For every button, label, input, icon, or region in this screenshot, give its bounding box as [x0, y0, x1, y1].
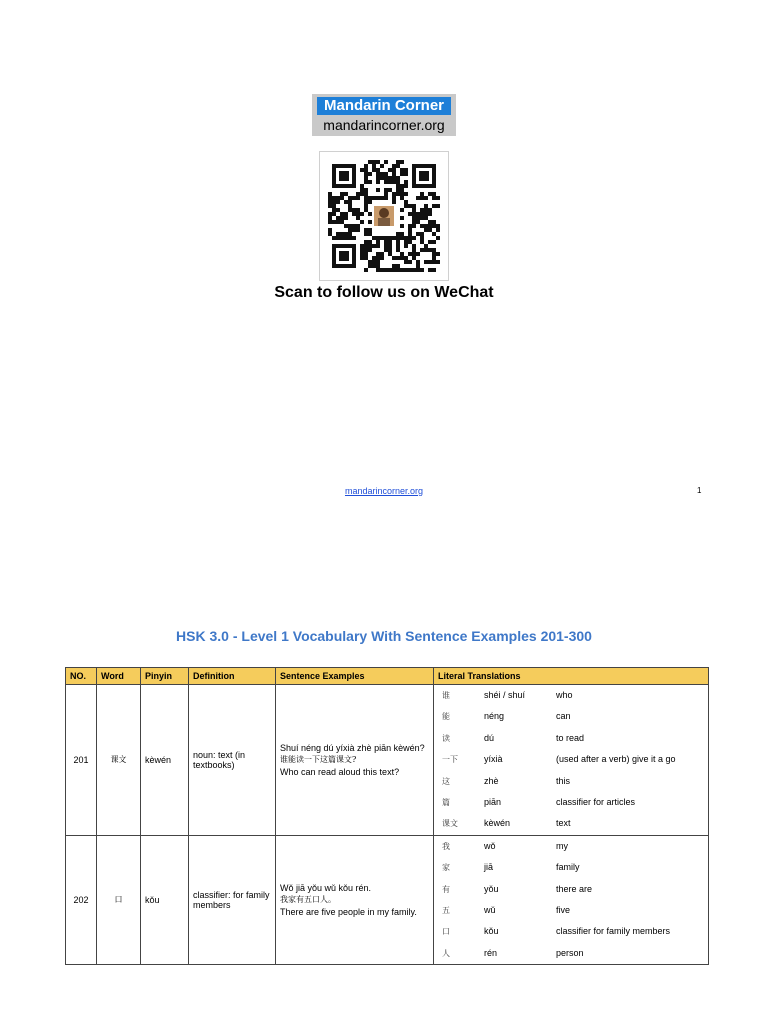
literal-meaning: person — [556, 947, 584, 958]
literal-pinyin: dú — [484, 732, 495, 743]
footer-link[interactable]: mandarincorner.org — [344, 486, 424, 496]
literal-item — [438, 749, 704, 770]
row-pinyin: kǒu — [141, 835, 189, 964]
row-word — [97, 685, 141, 836]
word-text: 课文 — [110, 755, 127, 765]
literal-item — [438, 706, 704, 727]
table-header-row — [66, 668, 709, 685]
literal-word: 谁 — [442, 691, 450, 700]
literal-pinyin: wǒ — [484, 840, 496, 851]
literal-word: 有 — [442, 884, 450, 894]
logo-name: Mandarin Corner — [317, 97, 451, 115]
literal-meaning: my — [556, 840, 568, 851]
row-pinyin: kèwén — [141, 685, 189, 836]
example-chinese: 谁能读一下这篇课文? — [280, 754, 357, 764]
row-sentence-example — [276, 685, 434, 836]
literal-word: 读 — [442, 733, 450, 743]
literal-word: 课文 — [442, 819, 458, 829]
literal-meaning: five — [556, 904, 571, 915]
literal-word: 我 — [442, 841, 450, 851]
literal-meaning: classifier for articles — [556, 796, 636, 807]
row-literal-translations — [434, 835, 709, 964]
literal-meaning: this — [556, 775, 571, 786]
page-number: 1 — [697, 486, 702, 495]
logo-url: mandarincorner.org — [323, 117, 445, 133]
literal-item — [438, 943, 704, 964]
literal-pinyin: shéi / shuí — [484, 690, 526, 700]
col-header-pinyin: Pinyin — [141, 668, 189, 685]
row-number: 202 — [66, 835, 97, 964]
example-pinyin: Shuí néng dú yíxià zhè piān kèwén? — [280, 742, 425, 753]
literal-meaning: can — [556, 711, 571, 722]
row-definition: noun: text (in textbooks) — [189, 685, 276, 836]
literal-pinyin: jiā — [484, 862, 494, 873]
literal-meaning: text — [556, 818, 571, 829]
row-sentence-example — [276, 835, 434, 964]
literal-word: 五 — [442, 905, 450, 915]
literal-meaning: (used after a verb) give it a go — [556, 754, 676, 765]
example-pinyin: Wǒ jiā yǒu wǔ kǒu rén. — [280, 882, 372, 893]
qr-code-graphic — [328, 160, 440, 272]
row-number: 201 — [66, 685, 97, 836]
literal-item — [438, 879, 704, 900]
literal-pinyin: rén — [484, 947, 498, 958]
literal-pinyin: zhè — [484, 775, 499, 786]
row-word — [97, 835, 141, 964]
row-definition: classifier: for family members — [189, 835, 276, 964]
literal-word: 这 — [442, 776, 450, 786]
literal-item — [438, 921, 704, 942]
example-english: Who can read aloud this text? — [280, 766, 400, 777]
literal-pinyin: kèwén — [484, 818, 511, 829]
literal-pinyin: yíxià — [484, 754, 503, 765]
literal-pinyin: yǒu — [484, 883, 499, 894]
literal-meaning: family — [556, 862, 580, 873]
col-header-literal-translations: Literal Translations — [434, 668, 709, 685]
literal-item — [438, 857, 704, 878]
col-header-definition: Definition — [189, 668, 276, 685]
example-chinese: 我家有五口人。 — [280, 894, 336, 904]
col-header-word: Word — [97, 668, 141, 685]
literal-pinyin: piān — [484, 796, 502, 807]
literal-word: 家 — [442, 863, 450, 873]
literal-word: 人 — [442, 948, 450, 958]
mandarin-corner-logo — [312, 94, 456, 136]
literal-pinyin: wǔ — [484, 904, 496, 915]
literal-pinyin: kǒu — [484, 926, 499, 937]
literal-item — [438, 792, 704, 813]
literal-meaning: who — [556, 690, 573, 700]
col-header-no: NO. — [66, 668, 97, 685]
wechat-qr-code-icon — [319, 151, 449, 281]
literal-word: 篇 — [442, 797, 450, 807]
literal-word: 一下 — [442, 755, 458, 765]
table-row — [66, 835, 709, 964]
literal-meaning: there are — [556, 883, 593, 894]
literal-item — [438, 771, 704, 792]
scan-instruction: Scan to follow us on WeChat — [274, 284, 494, 301]
literal-item — [438, 813, 704, 834]
word-text: 口 — [114, 895, 123, 905]
literal-meaning: classifier for family members — [556, 926, 671, 937]
literal-meaning: to read — [556, 732, 585, 743]
literal-word: 能 — [442, 712, 450, 722]
row-literal-translations — [434, 685, 709, 836]
table-row — [66, 685, 709, 836]
vocabulary-table — [65, 667, 709, 965]
literal-word: 口 — [442, 927, 450, 937]
literal-pinyin: néng — [484, 711, 505, 722]
literal-item — [438, 900, 704, 921]
example-english: There are five people in my family. — [280, 906, 417, 917]
literal-item — [438, 685, 704, 706]
page-title: HSK 3.0 - Level 1 Vocabulary With Sentence Examples 201-300 — [176, 628, 592, 644]
literal-item — [438, 836, 704, 857]
col-header-sentence-examples: Sentence Examples — [276, 668, 434, 685]
literal-item — [438, 728, 704, 749]
